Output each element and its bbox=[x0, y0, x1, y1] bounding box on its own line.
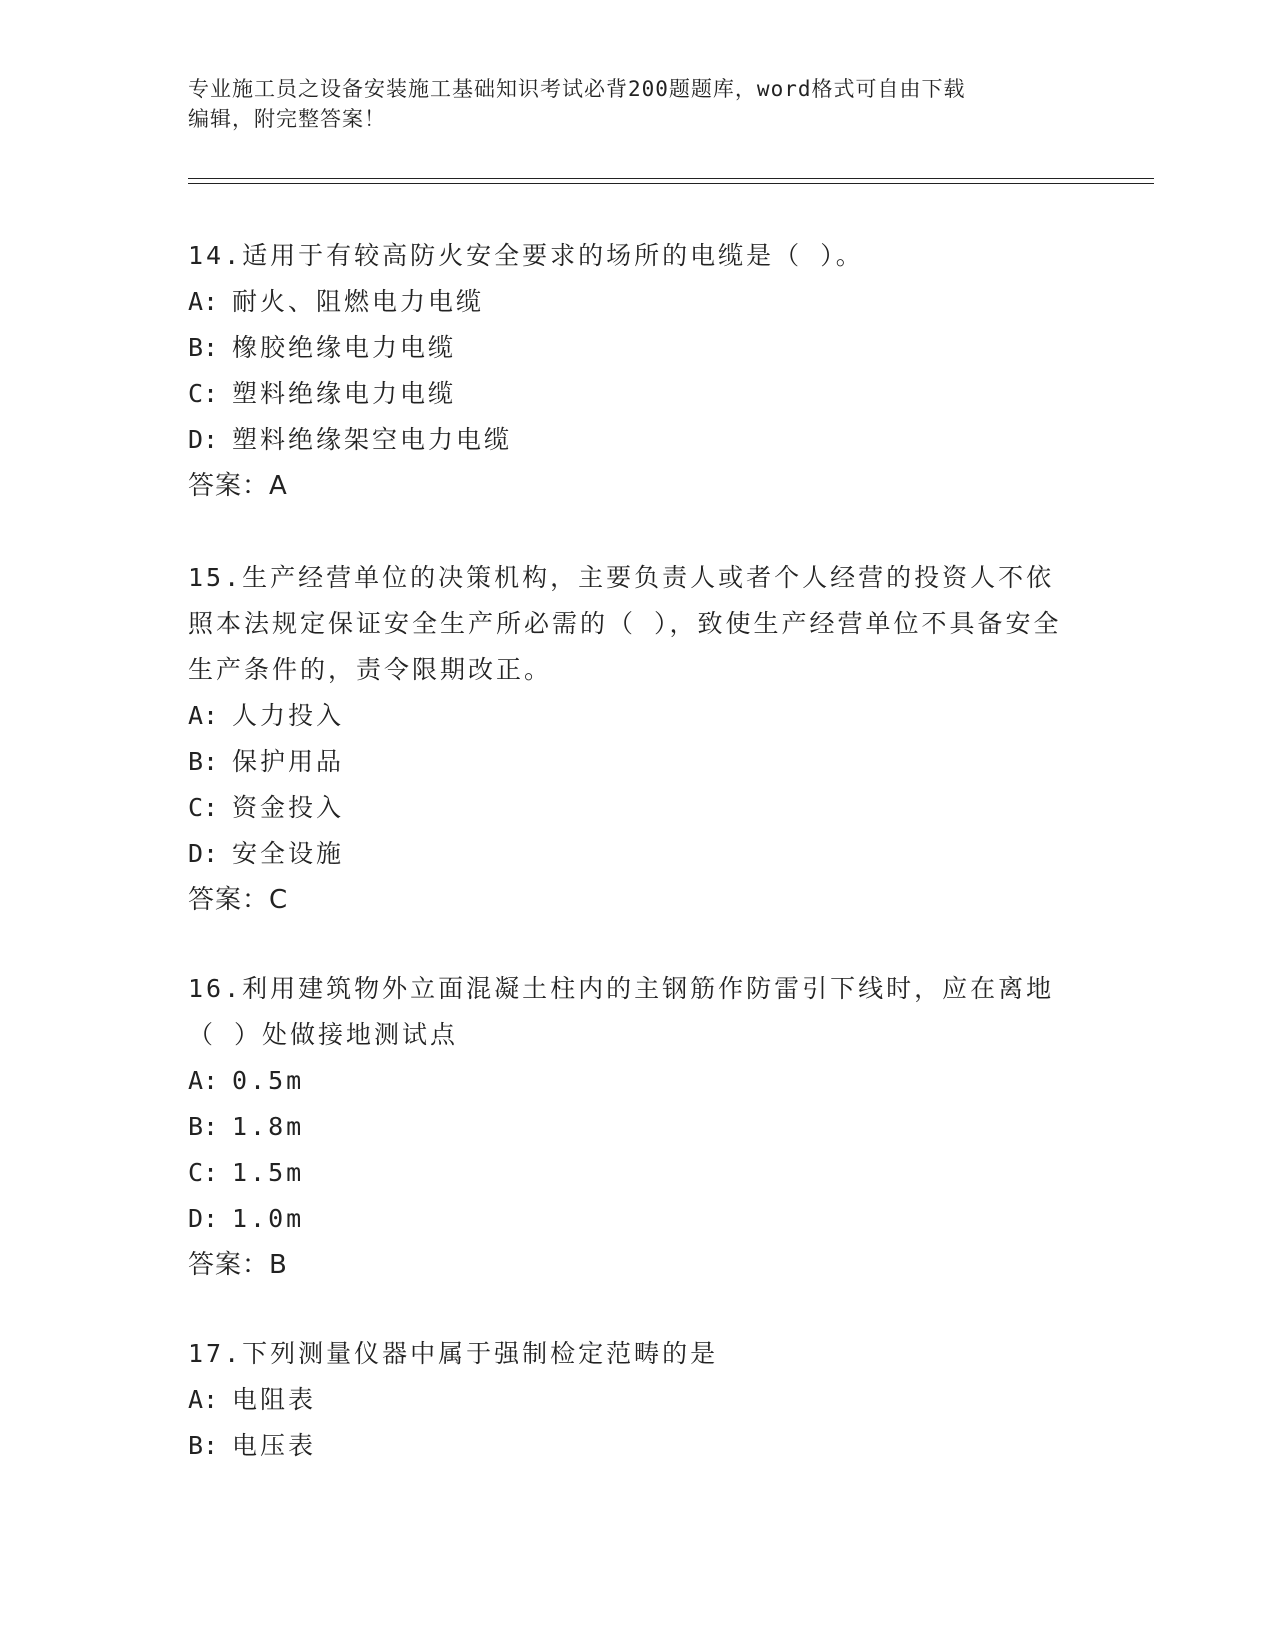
header-divider-top bbox=[188, 178, 1154, 179]
option-letter: D: bbox=[188, 839, 219, 868]
option-c bbox=[188, 1150, 1078, 1196]
option-letter: A: bbox=[188, 1385, 219, 1414]
option-letter: D: bbox=[188, 1204, 219, 1233]
option-letter: B: bbox=[188, 1112, 219, 1141]
document-header bbox=[188, 74, 1068, 134]
question-stem: 17.下列测量仪器中属于强制检定范畴的是 bbox=[188, 1339, 719, 1368]
option-text: 塑料绝缘架空电力电缆 bbox=[232, 425, 513, 454]
option-a bbox=[188, 1377, 1078, 1423]
option-a bbox=[188, 279, 1078, 325]
option-letter: D: bbox=[188, 425, 219, 454]
option-text: 橡胶绝缘电力电缆 bbox=[232, 333, 457, 362]
option-letter: C: bbox=[188, 1158, 219, 1187]
option-c bbox=[188, 785, 1078, 831]
option-text: 资金投入 bbox=[232, 793, 345, 822]
question-15 bbox=[188, 555, 1078, 923]
option-b bbox=[188, 739, 1078, 785]
question-stem: 15.生产经营单位的决策机构，主要负责人或者个人经营的投资人不依照本法规定保证安全生产所必需的（ ），致使生产经营单位不具备安全生产条件的，责令限期改正。 bbox=[188, 563, 1062, 684]
answer-line: 答案：A bbox=[188, 471, 288, 501]
option-c bbox=[188, 371, 1078, 417]
option-text: 人力投入 bbox=[232, 701, 345, 730]
header-divider-bottom bbox=[188, 183, 1154, 184]
option-letter: B: bbox=[188, 1431, 219, 1460]
option-a bbox=[188, 1058, 1078, 1104]
question-16 bbox=[188, 966, 1078, 1288]
option-text: 1.8m bbox=[232, 1112, 305, 1141]
option-text: 1.0m bbox=[232, 1204, 305, 1233]
option-d bbox=[188, 417, 1078, 463]
option-d bbox=[188, 1196, 1078, 1242]
answer-line: 答案：B bbox=[188, 1250, 288, 1280]
option-text: 0.5m bbox=[232, 1066, 305, 1095]
option-a bbox=[188, 693, 1078, 739]
option-letter: B: bbox=[188, 333, 219, 362]
option-letter: C: bbox=[188, 379, 219, 408]
option-text: 电压表 bbox=[232, 1431, 317, 1460]
option-letter: C: bbox=[188, 793, 219, 822]
question-14 bbox=[188, 233, 1078, 509]
question-stem: 16.利用建筑物外立面混凝土柱内的主钢筋作防雷引下线时，应在离地（ ）处做接地测试点 bbox=[188, 974, 1055, 1049]
option-letter: A: bbox=[188, 1066, 219, 1095]
question-stem: 14.适用于有较高防火安全要求的场所的电缆是（ ）。 bbox=[188, 241, 864, 270]
header-line-2: 编辑，附完整答案！ bbox=[188, 107, 386, 131]
option-text: 电阻表 bbox=[232, 1385, 317, 1414]
option-letter: A: bbox=[188, 287, 219, 316]
option-b bbox=[188, 1423, 1078, 1469]
option-text: 保护用品 bbox=[232, 747, 345, 776]
option-text: 塑料绝缘电力电缆 bbox=[232, 379, 457, 408]
option-letter: A: bbox=[188, 701, 219, 730]
header-line-1: 专业施工员之设备安装施工基础知识考试必背200题题库，word格式可自由下载 bbox=[188, 77, 966, 101]
option-text: 安全设施 bbox=[232, 839, 345, 868]
option-d bbox=[188, 831, 1078, 877]
option-text: 1.5m bbox=[232, 1158, 305, 1187]
option-letter: B: bbox=[188, 747, 219, 776]
option-b bbox=[188, 325, 1078, 371]
question-17 bbox=[188, 1331, 1078, 1469]
option-text: 耐火、阻燃电力电缆 bbox=[232, 287, 485, 316]
option-b bbox=[188, 1104, 1078, 1150]
answer-line: 答案：C bbox=[188, 885, 289, 915]
